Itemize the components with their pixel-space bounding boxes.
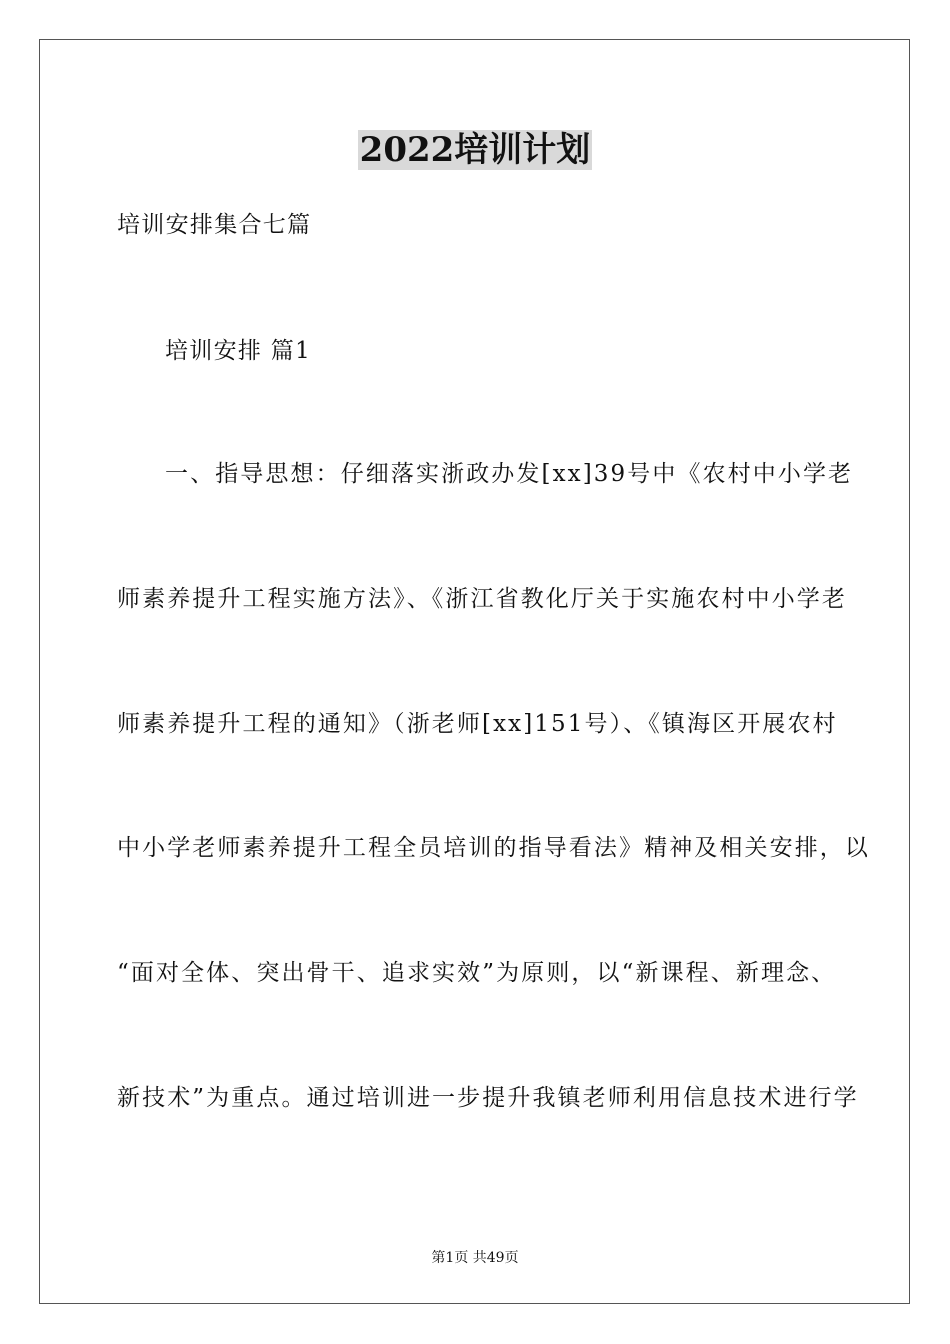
paragraph-line-2: 师素养提升工程实施方法》、《浙江省教化厅关于实施农村中小学老 [117, 586, 847, 612]
paragraph-line-4: 中小学老师素养提升工程全员培训的指导看法》精神及相关安排，以 [117, 835, 870, 861]
section-heading: 培训安排 篇1 [165, 338, 312, 364]
page-footer: 第1页 共49页 [431, 1250, 519, 1266]
paragraph-line-3: 师素养提升工程的通知》（浙老师[xx]151号）、《镇海区开展农村 [117, 711, 838, 737]
paragraph-line-6: 新技术”为重点。通过培训进一步提升我镇老师利用信息技术进行学 [117, 1085, 859, 1111]
paragraph-line-1: 一、指导思想：仔细落实浙政办发[xx]39号中《农村中小学老 [165, 461, 854, 487]
document-subtitle: 培训安排集合七篇 [117, 212, 312, 238]
document-title [0, 126, 950, 174]
paragraph-line-5: “面对全体、突出骨干、追求实效”为原则，以“新课程、新理念、 [117, 960, 837, 986]
document-title-text: 2022培训计划 [359, 130, 591, 170]
